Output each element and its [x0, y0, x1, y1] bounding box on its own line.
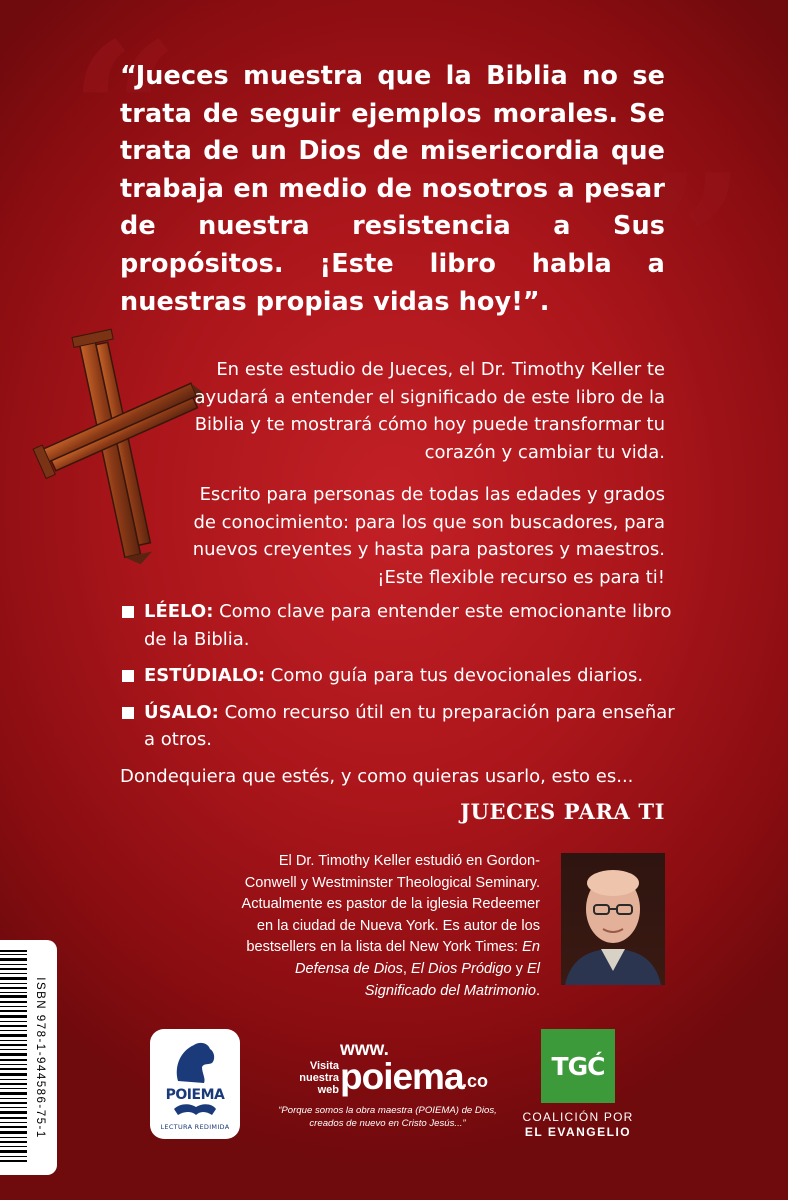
square-bullet-icon — [122, 670, 134, 682]
endorsement-quote: “Jueces muestra que la Biblia no se trata de seguir ejemplos morales. Se trata de un Dios de misericordia que trabaja en medio de nosotros a pesar de nuestra resistencia a Sus propósitos. ¡Este libro habla a nuestras propias vidas hoy!”. — [120, 61, 665, 317]
list-item — [120, 662, 680, 690]
list-item-keyword: ÚSALO: — [144, 701, 219, 723]
list-item-text: Como recurso útil en tu preparación para enseñar a otros. — [144, 701, 675, 750]
list-item-text: Como clave para entender este emocionante libro de la Biblia. — [144, 601, 672, 650]
publisher-tagline: “Porque somos la obra maestra (POIEMA) de Dios, creados de nuevo en Cristo Jesús...” — [278, 1105, 497, 1129]
book-title-1: En Defensa de Dios — [295, 939, 540, 977]
list-item-keyword: LÉELO: — [144, 601, 214, 622]
close-quote-mark-icon: ” — [636, 133, 746, 356]
list-item — [120, 598, 680, 653]
square-bullet-icon — [122, 606, 134, 618]
poiema-logo — [150, 1029, 240, 1139]
author-bio: El Dr. Timothy Keller estudió en Gordon-Conwell y Westminster Theological Seminary. Actualmente es pastor de la iglesia Redeemer en la ciudad de Nueva York. Es autor de los bestsellers en la lista del New York Times: En Defensa de Dios, El Dios Pródigo y El Significado del Matrimonio. — [241, 853, 540, 999]
poiema-logo-subtitle: LECTURA REDIMIDA — [160, 1123, 230, 1131]
list-item — [120, 699, 680, 754]
open-quote-mark-icon: “ — [70, 1, 180, 224]
list-item-text: Como guía para tus devocionales diarios. — [265, 665, 644, 686]
closing-line: Dondequiera que estés, y como quieras usarlo, esto es... — [120, 766, 634, 787]
square-bullet-icon — [122, 707, 134, 719]
intro-paragraph-1: En este estudio de Jueces, el Dr. Timothy Keller te ayudará a entender el significado de este libro de la Biblia y te mostrará cómo hoy puede transformar tu corazón y cambiar tu vida. — [194, 359, 665, 463]
website-prefix: www. — [340, 1039, 389, 1060]
tgc-logo: TGĆ — [541, 1029, 615, 1103]
website-domain: poiema — [340, 1056, 464, 1097]
tgc-caption-line-1: COALICIÓN POR — [522, 1110, 634, 1124]
tgc-caption-line-2: EL EVANGELIO — [524, 1125, 632, 1139]
barcode-icon — [0, 940, 57, 1175]
isbn-number: ISBN 978-1-944586-75-1 — [34, 977, 46, 1139]
website-tld: .co — [462, 1071, 489, 1091]
usage-list — [120, 598, 680, 763]
intro-paragraph-2: Escrito para personas de todas las edades y grados de conocimiento: para los que son buscadores, para nuevos creyentes y hasta para pastores y maestros. ¡Este flexible recurso es para ti! — [192, 484, 665, 588]
list-item-keyword: ESTÚDIALO: — [144, 665, 266, 686]
book-title: JUECES PARA TI — [460, 799, 665, 824]
poiema-logo-word: POIEMA — [165, 1087, 225, 1103]
book-title-2: El Dios Pródigo — [411, 960, 512, 977]
visit-label: Visita nuestra web — [299, 1060, 339, 1096]
author-portrait-icon — [561, 853, 665, 985]
barcode — [0, 940, 57, 1175]
author-photo — [561, 853, 665, 985]
book-title-3: El Significado del Matrimonio — [364, 960, 540, 999]
